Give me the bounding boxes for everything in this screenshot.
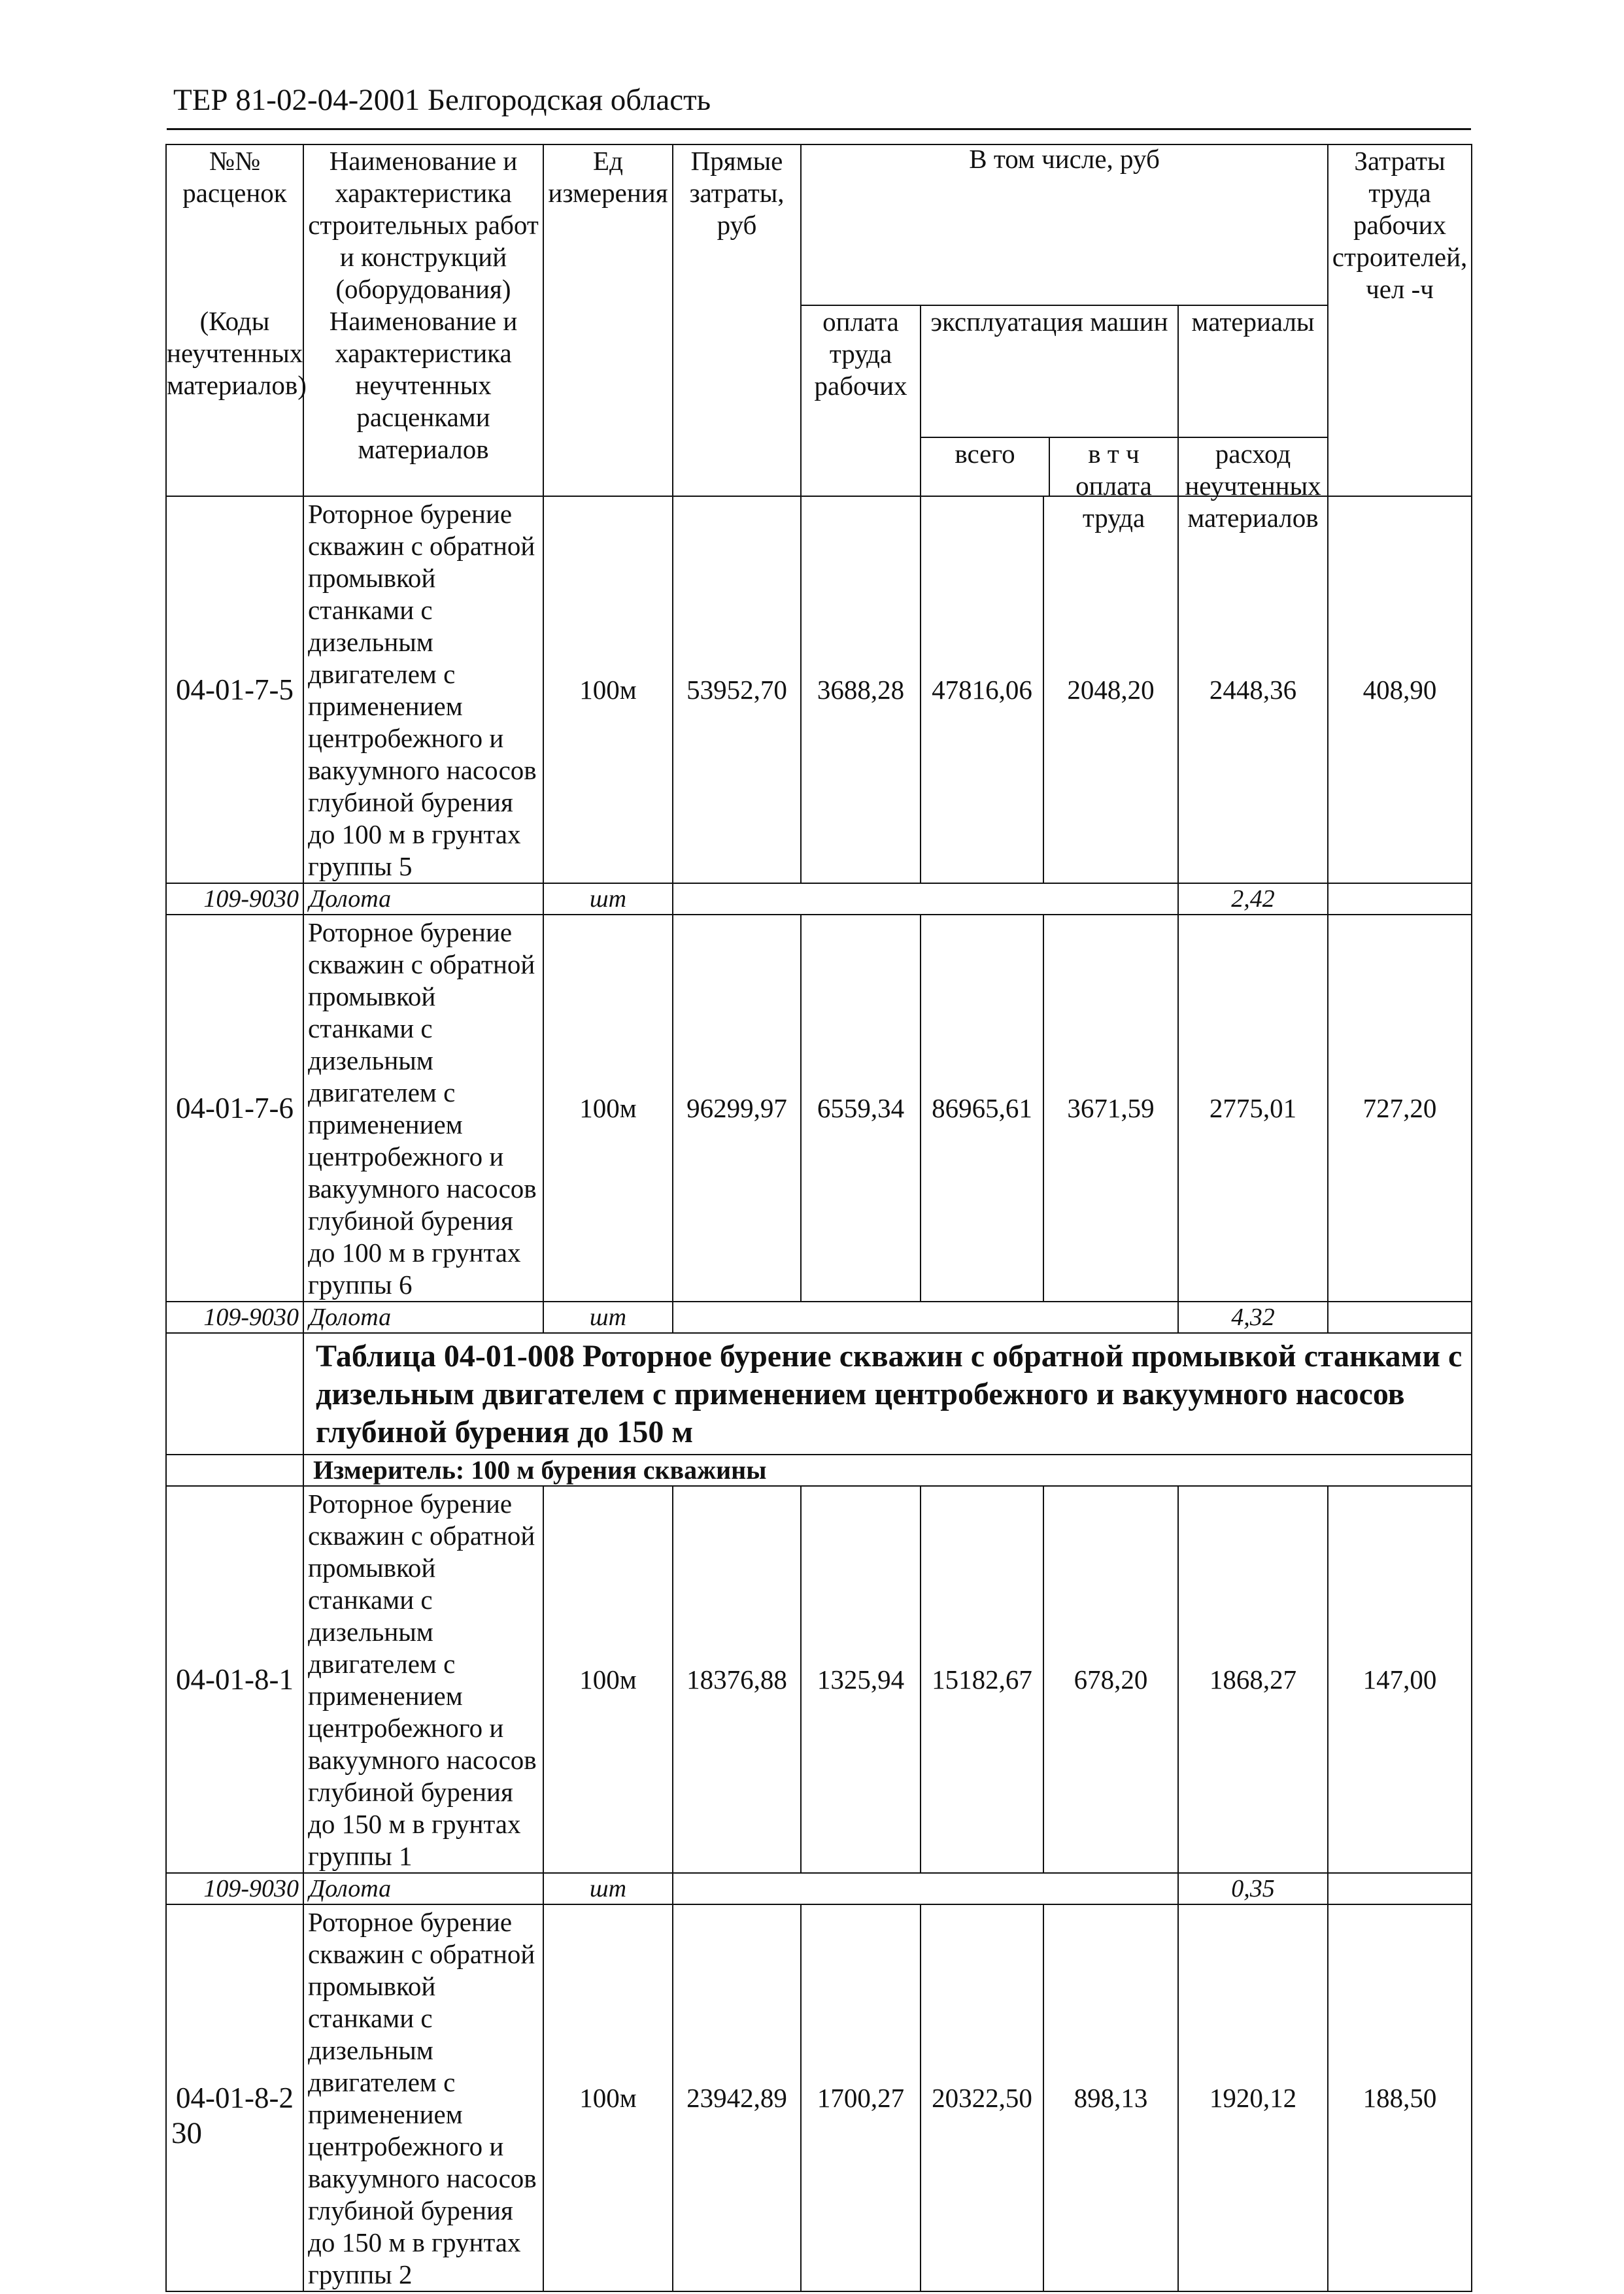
material-code: 109-9030 [166, 883, 303, 915]
material-name: Долота [303, 883, 543, 915]
col-incl-header: В том числе, руб [801, 144, 1328, 305]
table-row [166, 1486, 1472, 1873]
col-code-sub-header: (Коды неучтенных материалов) [166, 305, 303, 496]
row-machines-wage: 678,20 [1043, 1486, 1178, 1873]
row-materials: 2448,36 [1178, 496, 1328, 883]
col-name-header: Наименование и характеристика строительных работ и конструкций (оборудования) [303, 144, 543, 305]
price-table [165, 144, 1472, 2292]
table-row [166, 496, 1472, 883]
row-machines-wage: 898,13 [1043, 1904, 1178, 2291]
col-materials-header: материалы [1179, 306, 1327, 438]
row-unit: 100м [543, 1486, 673, 1873]
material-qty: 2,42 [1178, 883, 1328, 915]
row-unit: 100м [543, 915, 673, 1302]
col-unit-header: Ед измерения [543, 144, 673, 496]
row-code: 04-01-8-2 [166, 1904, 303, 2291]
row-direct: 18376,88 [673, 1486, 801, 1873]
row-wage: 1700,27 [801, 1904, 921, 2291]
row-name: Роторное бурение скважин с обратной промывкой станками с дизельным двигателем с применением центробежного и вакуумного насосов глубиной бурения до 100 м в грунтах группы 5 [303, 496, 543, 883]
row-direct: 53952,70 [673, 496, 801, 883]
row-direct: 23942,89 [673, 1904, 801, 2291]
row-labor: 188,50 [1328, 1904, 1472, 2291]
material-qty: 0,35 [1178, 1873, 1328, 1904]
table-title: Таблица 04-01-008 Роторное бурение скважин с обратной промывкой станками с дизельным двигателем с применением центробежного и вакуумного насосов глубиной бурения до 150 м [303, 1333, 1472, 1455]
row-wage: 3688,28 [801, 496, 921, 883]
document-header: ТЕР 81-02-04-2001 Белгородская область [173, 83, 711, 117]
row-name: Роторное бурение скважин с обратной промывкой станками с дизельным двигателем с применением центробежного и вакуумного насосов глубиной бурения до 150 м в грунтах группы 2 [303, 1904, 543, 2291]
row-materials: 2775,01 [1178, 915, 1328, 1302]
material-row [166, 1873, 1472, 1904]
row-code: 04-01-7-6 [166, 915, 303, 1302]
material-unit: шт [543, 1302, 673, 1333]
col-name-sub-header: Наименование и характеристика неучтенных расценками материалов [303, 305, 543, 496]
material-name: Долота [303, 1302, 543, 1333]
row-machines-total: 86965,61 [921, 915, 1043, 1302]
col-labor-header: Затраты труда рабочих строителей, чел -ч [1328, 144, 1472, 496]
table-row [166, 1904, 1472, 2291]
table-measure: Измеритель: 100 м бурения скважины [303, 1455, 1472, 1486]
col-unacc-header: расход неучтенных материалов [1185, 439, 1321, 533]
row-unit: 100м [543, 1904, 673, 2291]
col-total-header: всего [921, 438, 1050, 496]
col-code-header: №№ расценок [166, 144, 303, 305]
material-row [166, 1302, 1472, 1333]
material-code: 109-9030 [166, 1302, 303, 1333]
row-labor: 147,00 [1328, 1486, 1472, 1873]
material-qty: 4,32 [1178, 1302, 1328, 1333]
material-name: Долота [303, 1873, 543, 1904]
row-name: Роторное бурение скважин с обратной промывкой станками с дизельным двигателем с применением центробежного и вакуумного насосов глубиной бурения до 100 м в грунтах группы 6 [303, 915, 543, 1302]
row-machines-wage: 2048,20 [1043, 496, 1178, 883]
row-name: Роторное бурение скважин с обратной промывкой станками с дизельным двигателем с применением центробежного и вакуумного насосов глубиной бурения до 150 м в грунтах группы 1 [303, 1486, 543, 1873]
row-machines-total: 20322,50 [921, 1904, 1043, 2291]
row-wage: 6559,34 [801, 915, 921, 1302]
table-row [166, 915, 1472, 1302]
row-labor: 408,90 [1328, 496, 1472, 883]
row-machines-wage: 3671,59 [1043, 915, 1178, 1302]
row-machines-total: 15182,67 [921, 1486, 1043, 1873]
material-unit: шт [543, 883, 673, 915]
col-wage-header: оплата труда рабочих [801, 305, 921, 496]
row-code: 04-01-8-1 [166, 1486, 303, 1873]
header-rule [167, 128, 1471, 130]
material-row [166, 883, 1472, 915]
col-machines-header: эксплуатация машин [921, 306, 1177, 438]
row-wage: 1325,94 [801, 1486, 921, 1873]
col-machine-wage-header: в т ч оплата труда [1075, 439, 1152, 533]
material-code: 109-9030 [166, 1873, 303, 1904]
row-materials: 1920,12 [1178, 1904, 1328, 2291]
row-code: 04-01-7-5 [166, 496, 303, 883]
page-number: 30 [171, 2116, 202, 2150]
col-direct-header: Прямые затраты, руб [673, 144, 801, 496]
row-labor: 727,20 [1328, 915, 1472, 1302]
row-materials: 1868,27 [1178, 1486, 1328, 1873]
material-unit: шт [543, 1873, 673, 1904]
row-machines-total: 47816,06 [921, 496, 1043, 883]
row-unit: 100м [543, 496, 673, 883]
row-direct: 96299,97 [673, 915, 801, 1302]
